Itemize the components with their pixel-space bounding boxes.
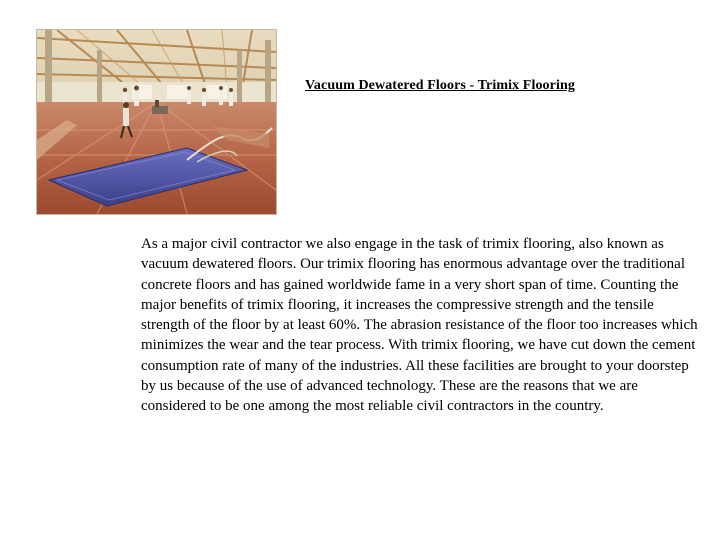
factory-floor-photo bbox=[36, 29, 277, 215]
description-paragraph: As a major civil contractor we also engage in the task of trimix flooring, also known as vacuum dewatered floors. Our trimix flooring has enormous advantage over the traditional concrete floors and has gained worldwide fame in a very short span of time. Counting the major benefits of trimix flooring, it increases the compressive strength and the tensile strength of the floor by at least 60%. The abrasion resistance of the floor too increases which minimizes the wear and the tear process. With trimix flooring, we have cut down the cement consumption rate of many of the industries. All these facilities are brought to your doorstep by us because of the use of advanced technology. These are the reasons that we are considered to be one among the most reliable civil contractors in the country. bbox=[141, 236, 698, 415]
page-title: Vacuum Dewatered Floors - Trimix Flooring bbox=[305, 78, 575, 93]
